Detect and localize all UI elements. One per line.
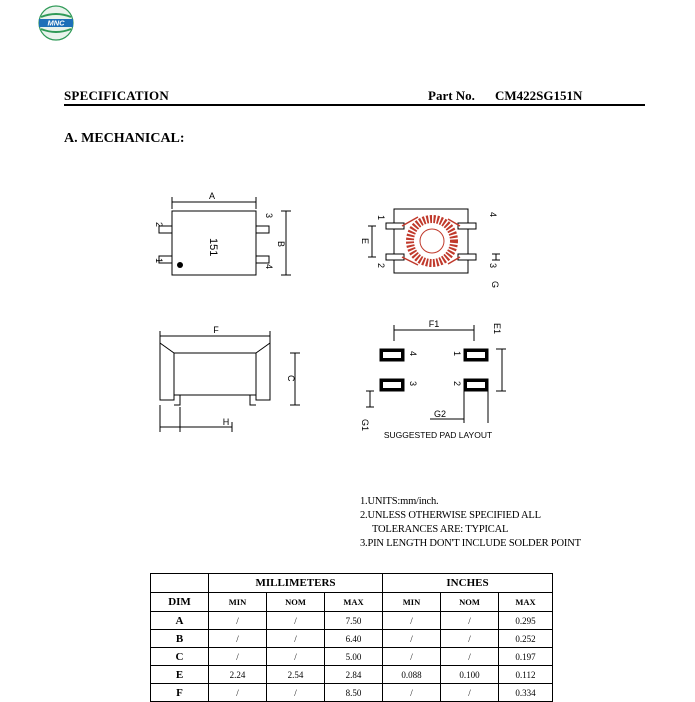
table-corner [151, 574, 209, 593]
header-divider [64, 104, 645, 106]
dim-g2-label: G2 [433, 409, 447, 419]
part-no-value: CM422SG151N [494, 88, 583, 103]
pin-4-label: 4 [264, 264, 274, 270]
header-in-nom: NOM [441, 593, 499, 612]
logo-text: MNC [47, 18, 65, 28]
header-millimeters: MILLIMETERS [209, 574, 383, 593]
dim-a-label: A [208, 191, 216, 201]
sch-pin-3-label: 3 [488, 263, 498, 269]
header-dim: DIM [151, 593, 209, 612]
table-row: B / / 6.40 / / 0.252 [151, 630, 553, 648]
table-row: E 2.24 2.54 2.84 0.088 0.100 0.112 [151, 666, 553, 684]
header-mm-max: MAX [325, 593, 383, 612]
note-3: 3.PIN LENGTH DON'T INCLUDE SOLDER POINT [360, 538, 581, 549]
notes [360, 495, 581, 551]
dim-b-label: B [276, 241, 286, 248]
dim-f1-label: F1 [428, 319, 440, 329]
mnc-logo [38, 5, 74, 41]
dim-g1-label: G1 [360, 419, 370, 432]
pin-2-label: 2 [154, 222, 164, 228]
dim-e1-label: E1 [492, 323, 502, 335]
pin-3-label: 3 [264, 213, 274, 219]
dim-h-label: H [222, 417, 230, 427]
note-2-cont: TOLERANCES ARE: TYPICAL [372, 524, 509, 535]
header-in-min: MIN [383, 593, 441, 612]
top-view [154, 191, 291, 275]
part-number [428, 88, 582, 104]
pad-pin-4-label: 4 [408, 351, 418, 357]
dim-c-label: C [286, 375, 296, 382]
header-mm-nom: NOM [267, 593, 325, 612]
pad-layout-caption: SUGGESTED PAD LAYOUT [383, 430, 493, 440]
note-1: 1.UNITS:mm/inch. [360, 496, 439, 507]
table-row: F / / 8.50 / / 0.334 [151, 684, 553, 702]
pad-layout [360, 319, 506, 440]
header-mm-min: MIN [209, 593, 267, 612]
header-in-max: MAX [499, 593, 553, 612]
pad-pin-1-label: 1 [452, 351, 462, 357]
part-no-label: Part No. [428, 88, 475, 103]
pin1-dot [177, 262, 183, 268]
sch-pin-2-label: 2 [376, 263, 386, 269]
table-row: A / / 7.50 / / 0.295 [151, 612, 553, 630]
pin-1-label: 1 [154, 258, 164, 264]
side-view [160, 325, 300, 432]
table-row: C / / 5.00 / / 0.197 [151, 648, 553, 666]
sch-pin-1-label: 1 [376, 215, 386, 221]
dim-f-label: F [213, 325, 219, 335]
schematic-view [360, 209, 500, 288]
dim-e-label: E [360, 238, 370, 245]
sch-pin-4-label: 4 [488, 212, 498, 218]
section-title: A. MECHANICAL: [64, 131, 185, 146]
pad-pin-2-label: 2 [452, 381, 462, 387]
part-marking: 151 [207, 238, 219, 257]
header-inches: INCHES [383, 574, 553, 593]
dimension-table [150, 573, 553, 702]
note-2: 2.UNLESS OTHERWISE SPECIFIED ALL [360, 510, 541, 521]
pad-pin-3-label: 3 [408, 381, 418, 387]
dim-g-label: G [490, 281, 500, 289]
mechanical-drawing [140, 185, 540, 450]
spec-title: SPECIFICATION [64, 88, 169, 103]
